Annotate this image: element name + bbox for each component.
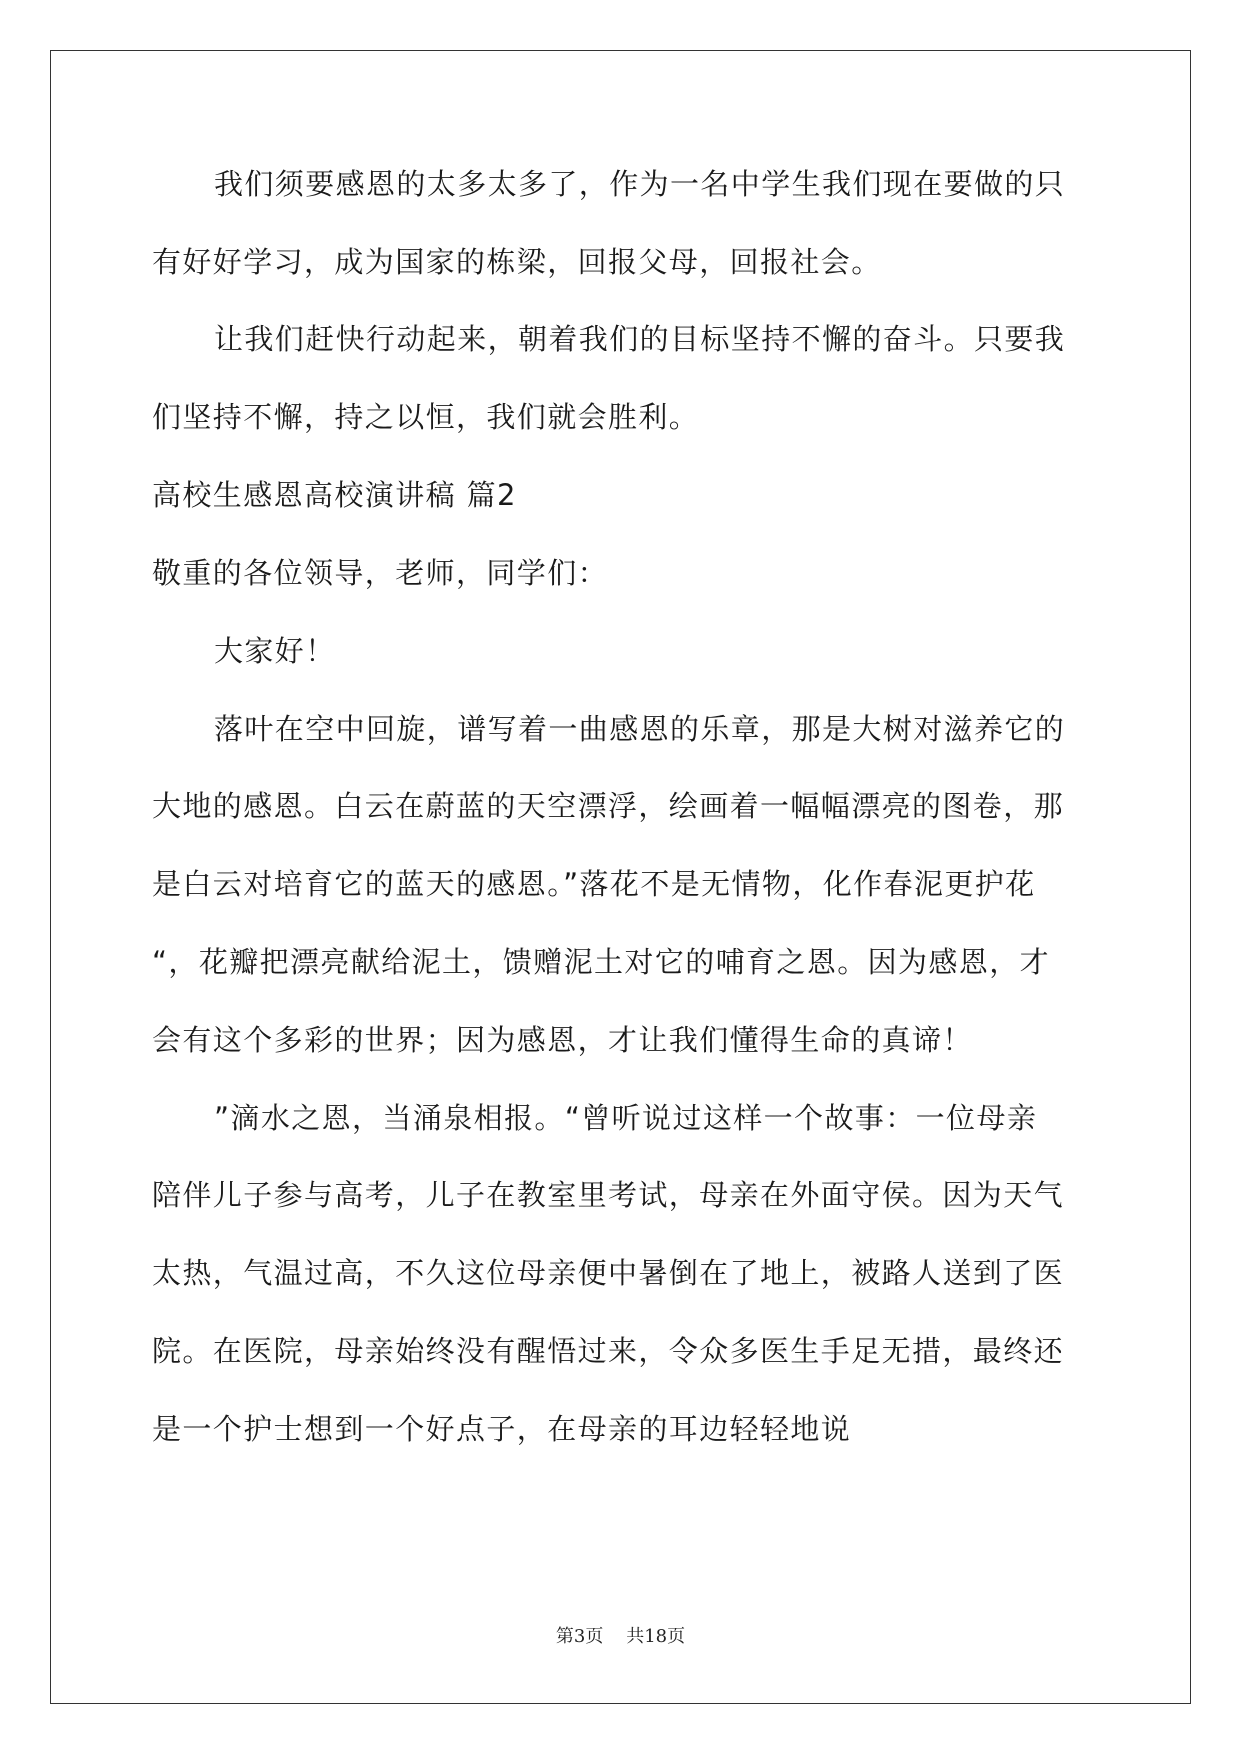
text-line: 陪伴儿子参与高考，儿子在教室里考试，母亲在外面守侯。因为天气 (152, 1178, 1065, 1212)
text-line: ”滴水之恩，当涌泉相报。“曾听说过这样一个故事：一位母亲 (214, 1101, 1038, 1135)
text-line: 是白云对培育它的蓝天的感恩。”落花不是无情物，化作春泥更护花 (152, 867, 1036, 901)
section-heading: 高校生感恩高校演讲稿 篇2 (152, 478, 517, 512)
page-number: 第3页 共18页 (555, 1626, 686, 1647)
text-line: 落叶在空中回旋，谱写着一曲感恩的乐章，那是大树对滋养它的 (214, 712, 1066, 746)
text-line: 让我们赶快行动起来，朝着我们的目标坚持不懈的奋斗。只要我 (214, 322, 1066, 356)
text-line: 们坚持不懈，持之以恒，我们就会胜利。 (152, 400, 700, 434)
greeting: 大家好！ (214, 634, 336, 668)
text-line: 我们须要感恩的太多太多了，作为一名中学生我们现在要做的只 (214, 167, 1066, 201)
text-line: “，花瓣把漂亮献给泥土，馈赠泥土对它的哺育之恩。因为感恩，才 (152, 945, 1051, 979)
text-line: 会有这个多彩的世界；因为感恩，才让我们懂得生命的真谛！ (152, 1023, 973, 1057)
text-line: 太热，气温过高，不久这位母亲便中暑倒在了地上，被路人送到了医 (152, 1256, 1065, 1290)
page-footer (0, 1622, 1241, 1648)
text-line: 是一个护士想到一个好点子，在母亲的耳边轻轻地说 (152, 1412, 852, 1446)
salutation: 敬重的各位领导，老师，同学们： (152, 556, 609, 590)
text-line: 大地的感恩。白云在蔚蓝的天空漂浮，绘画着一幅幅漂亮的图卷，那 (152, 789, 1065, 823)
text-line: 院。在医院，母亲始终没有醒悟过来，令众多医生手足无措，最终还 (152, 1334, 1065, 1368)
text-line: 有好好学习，成为国家的栋梁，回报父母，回报社会。 (152, 245, 882, 279)
